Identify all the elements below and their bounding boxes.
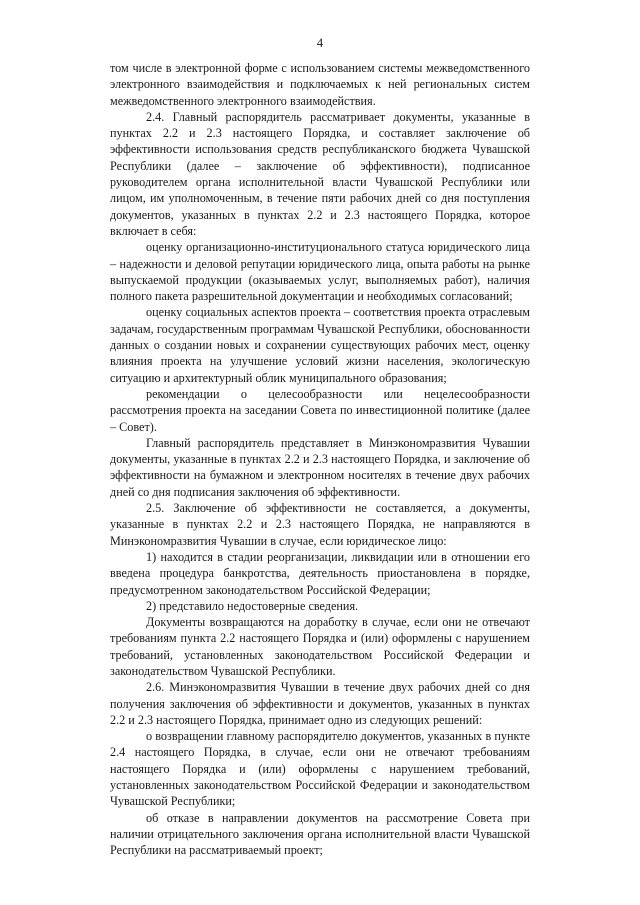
paragraph-recommendations: рекомендации о целесообразности или нецелесообразности рассмотрения проекта на заседании Совета по инвестиционной политике (далее – Совет). (110, 386, 530, 434)
paragraph-social-aspects-assessment: оценку социальных аспектов проекта – соответствия проекта отраслевым задачам, государственным программам Чувашской Республики, обоснованности данных о создании новых и сохранении существующих рабочих мест, оценку влияния проекта на улучшение условий жизни населения, экологическую ситуацию и архитектурный облик муниципального образования; (110, 305, 530, 385)
paragraph-2-6: 2.6. Минэкономразвития Чувашии в течение двух рабочих дней со дня получения заключения об эффективности и документов, указанных в пунктах 2.2 и 2.3 настоящего Порядка, принимает одно из следующих решений: (110, 680, 530, 727)
paragraph-org-status-assessment: оценку организационно-институционального статуса юридического лица – надежности и деловой репутации юридического лица, опыта работы на рынке выпускаемой продукции (оказываемых услуг, выполняемых работ), наличия полного пакета разрешительной документации и необходимых согласований; (110, 240, 530, 304)
paragraph-decision-return: о возвращении главному распорядителю документов, указанных в пункте 2.4 настоящего Порядка, в случае, если они не отвечают требованиям настоящего Порядка и (или) оформлены с нарушением требований, установленных законодательством Российской Федерации и законодательством Чувашской Республики; (110, 729, 530, 809)
paragraph-return-for-revision: Документы возвращаются на доработку в случае, если они не отвечают требованиям пункта 2.2 настоящего Порядка и (или) оформлены с нарушением требований, установленных законодательством Российской Федерации и законодательством Чувашской Республики. (110, 615, 530, 678)
paragraph-item-1: 1) находится в стадии реорганизации, ликвидации или в отношении его введена процедура банкротства, деятельность приостановлена в порядке, предусмотренном законодательством Российской Федерации; (110, 549, 530, 597)
paragraph-submission: Главный распорядитель представляет в Минэкономразвития Чувашии документы, указанные в пунктах 2.2 и 2.3 настоящего Порядка, и заключение об эффективности на бумажном и электронном носителях в течение двух рабочих дней со дня подписания заключения об эффективности. (110, 435, 530, 499)
paragraph-2-5: 2.5. Заключение об эффективности не составляется, а документы, указанные в пунктах 2.2 и 2.3 настоящего Порядка, не направляются в Минэкономразвития Чувашии в случае, если юридическое лицо: (110, 501, 530, 548)
document-body (110, 60, 530, 859)
page-number: 4 (316, 36, 324, 50)
paragraph-continuation: том числе в электронной форме с использованием системы межведомственного электронного взаимодействия и подключаемых к ней региональных систем межведомственного электронного взаимодействия. (110, 61, 530, 108)
paragraph-decision-refusal: об отказе в направлении документов на рассмотрение Совета при наличии отрицательного заключения органа исполнительной власти Чувашской Республики на рассматриваемый проект; (110, 810, 530, 858)
paragraph-2-4: 2.4. Главный распорядитель рассматривает документы, указанные в пунктах 2.2 и 2.3 настоящего Порядка, и составляет заключение об эффективности использования средств республиканского бюджета Чувашской Республики (далее – заключение об эффективности), подписанное руководителем органа исполнительной власти Чувашской Республики или лицом, им уполномоченным, в течение пяти рабочих дней со дня поступления документов, указанных в пунктах 2.2 и 2.3 настоящего Порядка, которое включает в себя: (110, 109, 530, 238)
paragraph-item-2: 2) представило недостоверные сведения. (146, 598, 359, 613)
